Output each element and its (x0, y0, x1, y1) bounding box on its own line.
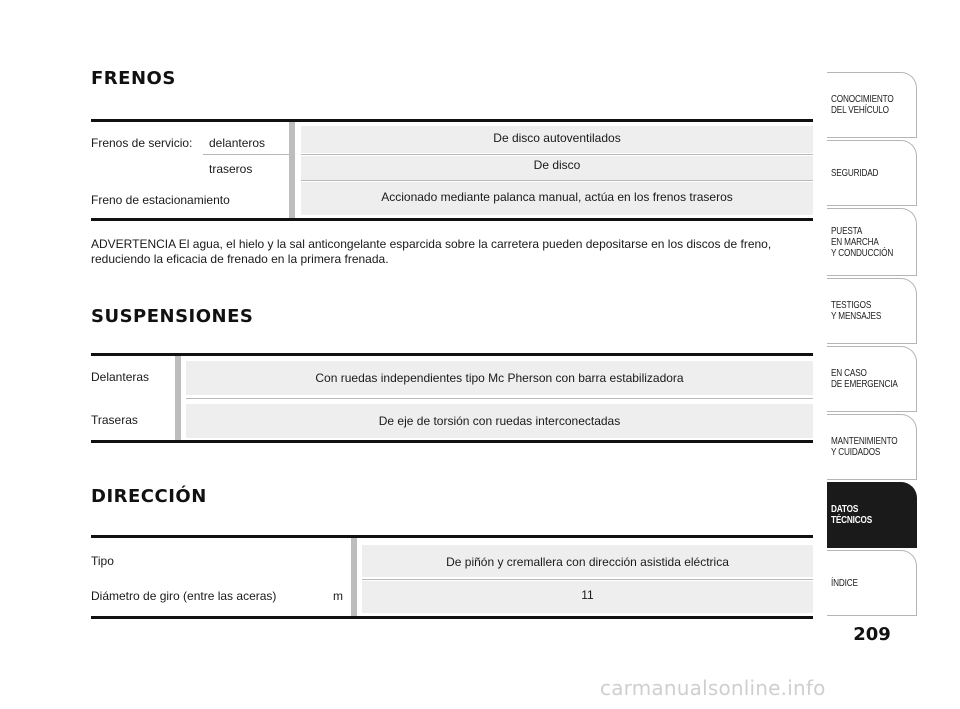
tab-label: ÍNDICE (831, 577, 858, 589)
direccion-bottom-rule (91, 616, 813, 619)
suspensiones-divider (175, 356, 181, 441)
frenos-bottom-rule (91, 218, 813, 221)
frenos-row-divider-1 (301, 154, 813, 155)
tab-label: PUESTA EN MARCHA Y CONDUCCIÓN (831, 225, 894, 259)
direccion-diameter-value: 11 (581, 588, 594, 602)
suspensiones-title: SUSPENSIONES (91, 306, 254, 327)
suspensiones-rear-value: De eje de torsión con ruedas interconectadas (378, 414, 621, 428)
suspensiones-rear-label: Traseras (91, 413, 138, 427)
tab-conocimiento-del-vehiculo[interactable] (827, 72, 917, 138)
frenos-title: FRENOS (91, 68, 176, 89)
tab-label: DATOS TÉCNICOS (831, 504, 873, 526)
suspensiones-front-value: Con ruedas independientes tipo Mc Pherson con barra estabilizadora (315, 371, 684, 385)
tab-indice[interactable] (827, 550, 917, 616)
frenos-rear-label: traseros (209, 162, 253, 176)
frenos-warning: ADVERTENCIA El agua, el hielo y la sal anticongelante esparcida sobre la carretera pueden depositarse en los discos de freno, reduciendo la eficacia de frenado en la primera frenada. (91, 237, 772, 266)
direccion-type-value: De piñón y cremallera con dirección asistida eléctrica (446, 555, 729, 569)
frenos-parking-label: Freno de estacionamiento (91, 193, 230, 207)
frenos-top-rule (91, 119, 813, 122)
frenos-row-divider-2 (301, 180, 813, 181)
frenos-parking-value: Accionado mediante palanca manual, actúa en los frenos traseros (381, 190, 733, 204)
tab-mantenimiento-y-cuidados[interactable] (827, 414, 917, 480)
frenos-rear-value: De disco (533, 158, 581, 172)
direccion-divider (351, 538, 357, 618)
tab-datos-tecnicos[interactable] (827, 482, 917, 548)
direccion-top-rule (91, 535, 813, 538)
suspensiones-row-divider (186, 398, 813, 399)
watermark: carmanualsonline.info (600, 676, 826, 700)
tab-label: TESTIGOS Y MENSAJES (831, 300, 882, 322)
frenos-row-divider-left (203, 154, 289, 155)
frenos-front-value: De disco autoventilados (493, 131, 621, 145)
tab-label: MANTENIMIENTO Y CUIDADOS (831, 436, 898, 458)
direccion-title: DIRECCIÓN (91, 486, 207, 507)
direccion-row-divider (362, 579, 813, 580)
suspensiones-bottom-rule (91, 440, 813, 443)
tab-label: EN CASO DE EMERGENCIA (831, 368, 898, 390)
tab-testigos-y-mensajes[interactable] (827, 278, 917, 344)
frenos-front-label: delanteros (209, 136, 266, 150)
tab-label: CONOCIMIENTO DEL VEHÍCULO (831, 94, 894, 116)
frenos-service-label: Frenos de servicio: (91, 136, 193, 150)
tab-en-caso-de-emergencia[interactable] (827, 346, 917, 412)
frenos-divider (289, 122, 295, 219)
tab-label: SEGURIDAD (831, 167, 879, 179)
direccion-type-label: Tipo (91, 554, 114, 568)
tab-seguridad[interactable] (827, 140, 917, 206)
suspensiones-top-rule (91, 353, 813, 356)
direccion-diameter-unit: m (333, 589, 343, 603)
direccion-diameter-label: Diámetro de giro (entre las aceras) (91, 589, 277, 603)
tab-puesta-en-marcha[interactable] (827, 208, 917, 276)
suspensiones-front-label: Delanteras (91, 370, 150, 384)
page-number: 209 (853, 624, 891, 645)
